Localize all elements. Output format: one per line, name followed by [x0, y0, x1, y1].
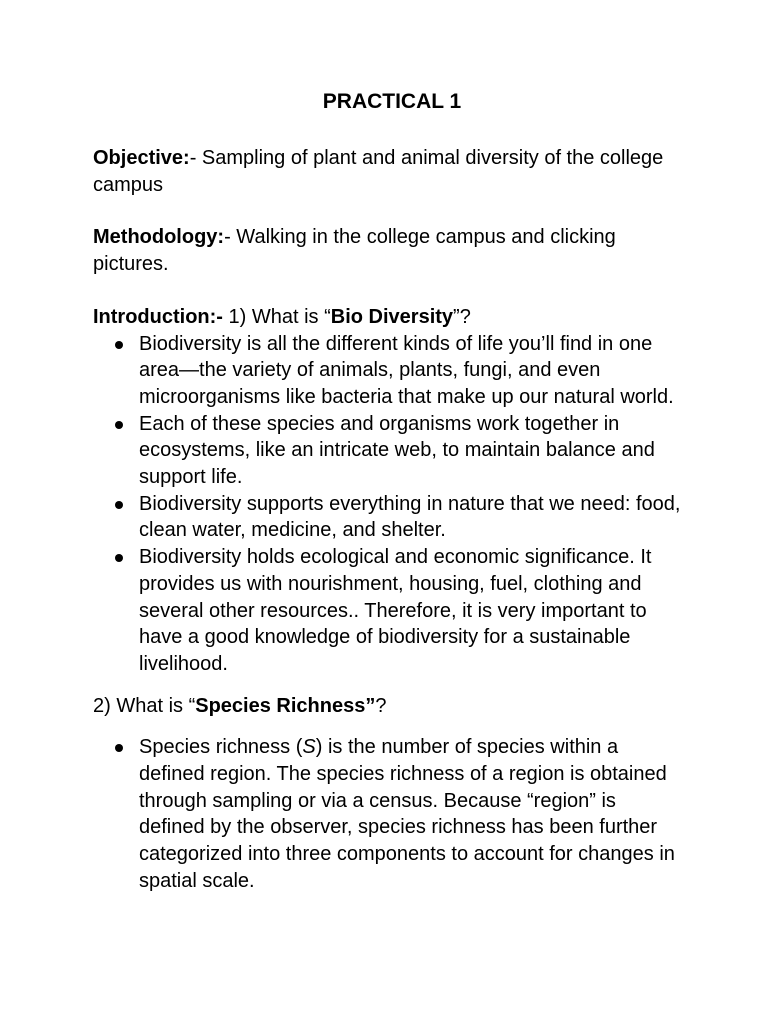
bullet-text-before: Species richness (: [139, 736, 303, 759]
bullet-text: Biodiversity supports everything in nature that we need: food, clean water, medicine, and shelter.: [139, 492, 681, 542]
introduction-question-prefix: 1) What is “: [222, 305, 331, 328]
page-title: PRACTICAL 1: [322, 90, 462, 113]
bullet-icon: [115, 744, 123, 752]
bullet-text: Biodiversity is all the different kinds of life you’ll find in one area—the variety of animals, plants, fungi, and even microorganisms like bacteria that make up our natural world.: [139, 332, 674, 408]
bullet-icon: [115, 341, 123, 349]
question-2-suffix: ?: [375, 694, 387, 717]
bullet-text: Biodiversity holds ecological and economic significance. It provides us with nourishment, housing, fuel, clothing and several other resources.. Therefore, it is very important to have a good knowledge of biodiversity for a sustainable livelihood.: [139, 546, 652, 675]
methodology-text: - Walking in the college campus and clicking pictures.: [93, 226, 616, 276]
question-2-term: Species Richness”: [195, 694, 376, 717]
list-item: [93, 411, 683, 491]
introduction-heading: [93, 304, 683, 331]
bullet-text: Each of these species and organisms work together in ecosystems, like an intricate web, to maintain balance and support life.: [139, 412, 655, 489]
list-item: [93, 734, 683, 894]
biodiversity-bullet-list: [93, 331, 683, 678]
species-richness-symbol: S: [302, 736, 316, 759]
bullet-icon: [115, 501, 123, 509]
question-2-heading: [93, 693, 683, 720]
list-item: [93, 331, 683, 411]
bullet-text-after: ) is the number of species within a defined region. The species richness of a region is obtained through sampling or via a census. Because “region” is defined by the observer, species richness has been further categorized into three components to account for changes in spatial scale.: [139, 736, 675, 892]
objective-text: - Sampling of plant and animal diversity of the college campus: [93, 147, 664, 196]
species-richness-bullet-list: [93, 734, 683, 894]
bullet-icon: [115, 421, 123, 429]
objective-label: Objective:: [93, 147, 190, 169]
bullet-icon: [115, 554, 123, 562]
introduction-question-term: Bio Diversity: [330, 305, 454, 328]
question-2-prefix: 2) What is “: [93, 694, 196, 717]
methodology-paragraph: [93, 224, 683, 277]
list-item: [93, 491, 683, 544]
document-page: [93, 88, 683, 895]
objective-paragraph: [93, 145, 683, 198]
introduction-question-suffix: ”?: [453, 305, 471, 328]
list-item: [93, 544, 683, 678]
methodology-label: Methodology:: [93, 226, 225, 249]
introduction-label: Introduction:-: [93, 305, 223, 328]
